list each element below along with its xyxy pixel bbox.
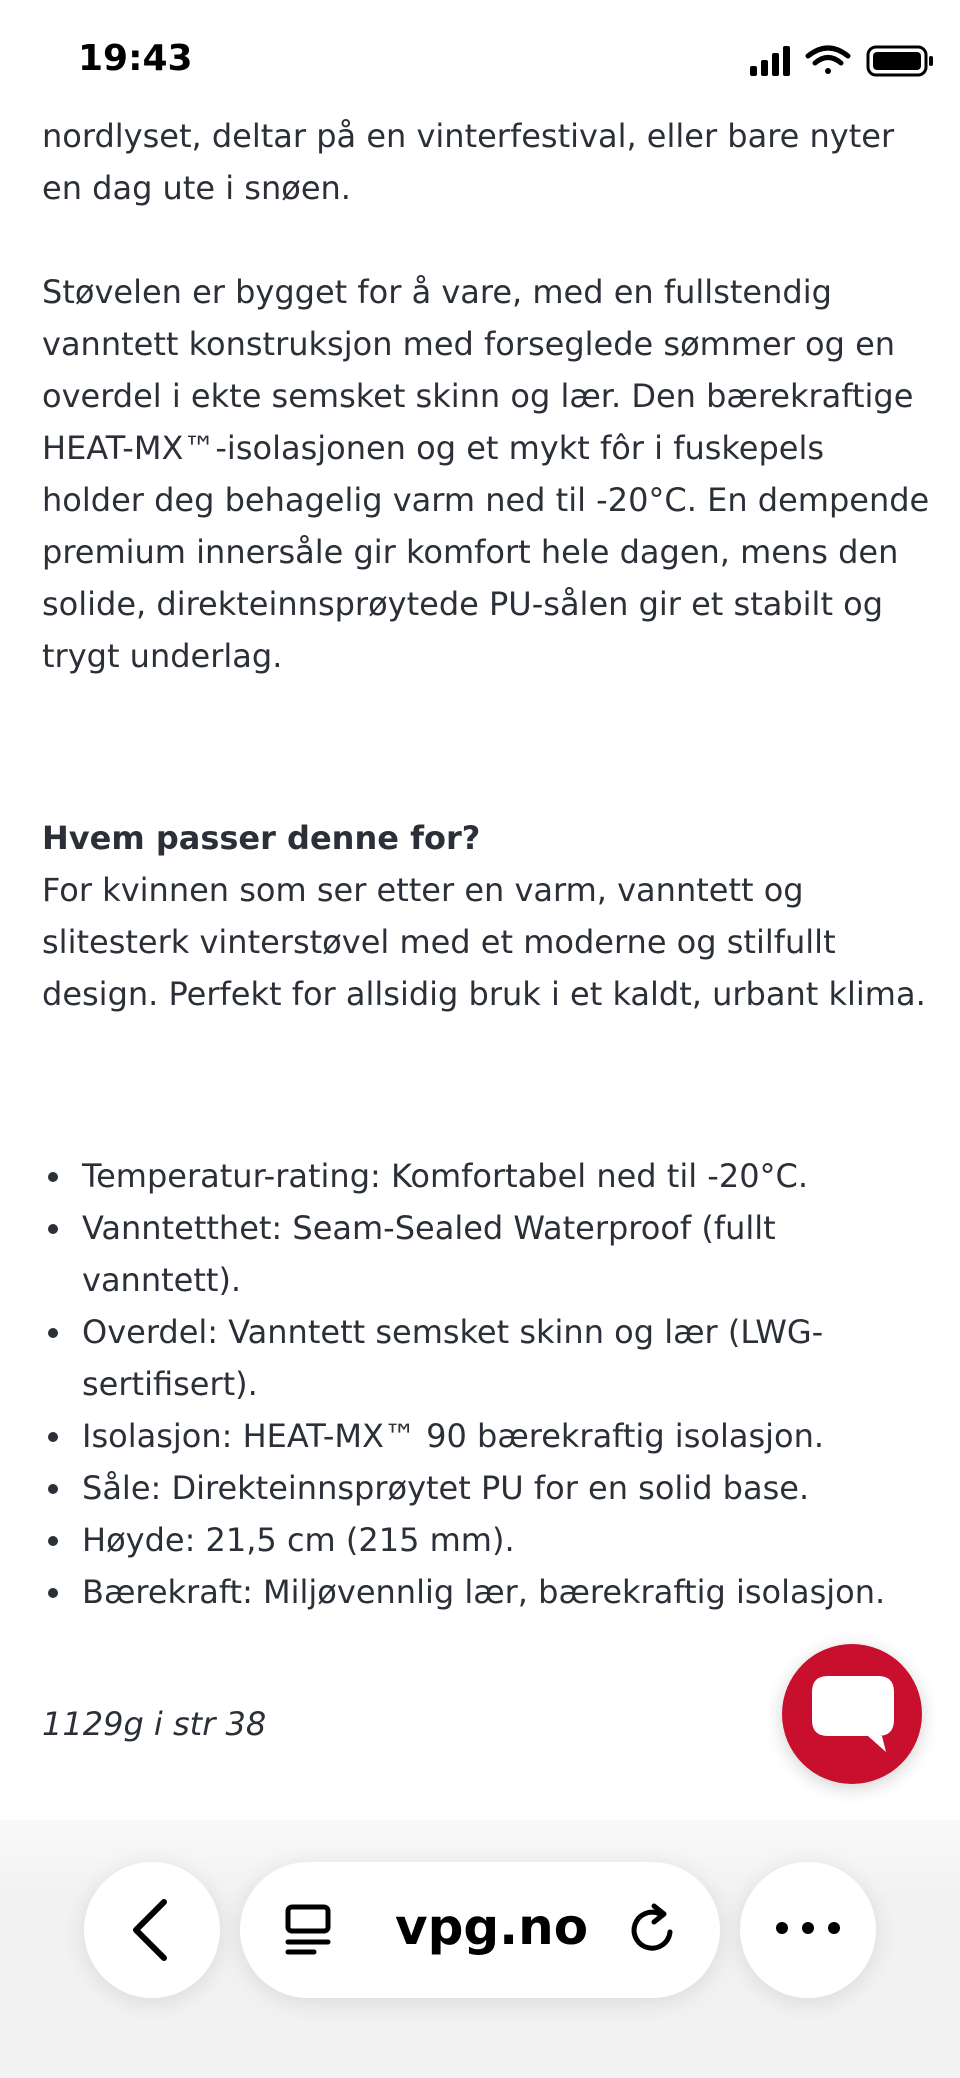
chat-bubble-icon [808, 1672, 898, 1758]
feature-list [42, 1150, 932, 1618]
article-paragraph-audience: For kvinnen som ser etter en varm, vanntett og slitesterk vinterstøvel med et moderne og stilfullt design. Perfekt for allsidig bruk i et kaldt, urbant klima. [42, 871, 926, 1013]
chat-button[interactable] [782, 1644, 922, 1784]
article-content [42, 110, 932, 1750]
status-icons [730, 44, 950, 78]
feature-item-sole: Såle: Direkteinnsprøytet PU for en solid base. [82, 1462, 932, 1514]
feature-item-temperature: Temperatur-rating: Komfortabel ned til -20°C. [82, 1150, 932, 1202]
section-heading: Hvem passer denne for? [42, 819, 481, 857]
feature-item-upper: Overdel: Vanntett semsket skinn og lær (LWG-sertifisert). [82, 1306, 932, 1410]
cellular-signal-icon [750, 46, 790, 76]
feature-item-waterproof: Vanntetthet: Seam-Sealed Waterproof (fullt vanntett). [82, 1202, 932, 1306]
back-button[interactable] [84, 1862, 220, 1998]
feature-item-height: Høyde: 21,5 cm (215 mm). [82, 1514, 932, 1566]
article-paragraph-intro-end: nordlyset, deltar på en vinterfestival, eller bare nyter en dag ute i snøen. [42, 117, 895, 207]
feature-item-insulation: Isolasjon: HEAT-MX™ 90 bærekraftig isolasjon. [82, 1410, 932, 1462]
more-options-button[interactable] [740, 1862, 876, 1998]
status-time: 19:43 [78, 38, 193, 79]
status-bar [0, 0, 960, 122]
reload-icon[interactable] [624, 1902, 680, 1958]
article-paragraph-construction: Støvelen er bygget for å vare, med en fullstendig vanntett konstruksjon med forseglede sømmer og en overdel i ekte semsket skinn og lær. Den bærekraftige HEAT-MX™-isolasjonen og et mykt fôr i fuskepels holder deg behagelig varm ned til -20°C. En dempende premium innersåle gir komfort hele dagen, mens den solide, direkteinnsprøytede PU-sålen gir et stabilt og trygt underlag. [42, 273, 930, 675]
wifi-icon [808, 48, 848, 74]
battery-icon [868, 47, 933, 75]
address-bar[interactable] [240, 1862, 720, 1998]
reader-mode-icon[interactable] [284, 1904, 334, 1956]
feature-item-sustainability: Bærekraft: Miljøvennlig lær, bærekraftig isolasjon. [82, 1566, 932, 1618]
chevron-left-icon [126, 1898, 176, 1962]
weight-note: 1129g i str 38 [42, 1705, 267, 1743]
url-text[interactable]: vpg.no [395, 1898, 589, 1956]
ellipsis-icon [772, 1918, 844, 1938]
